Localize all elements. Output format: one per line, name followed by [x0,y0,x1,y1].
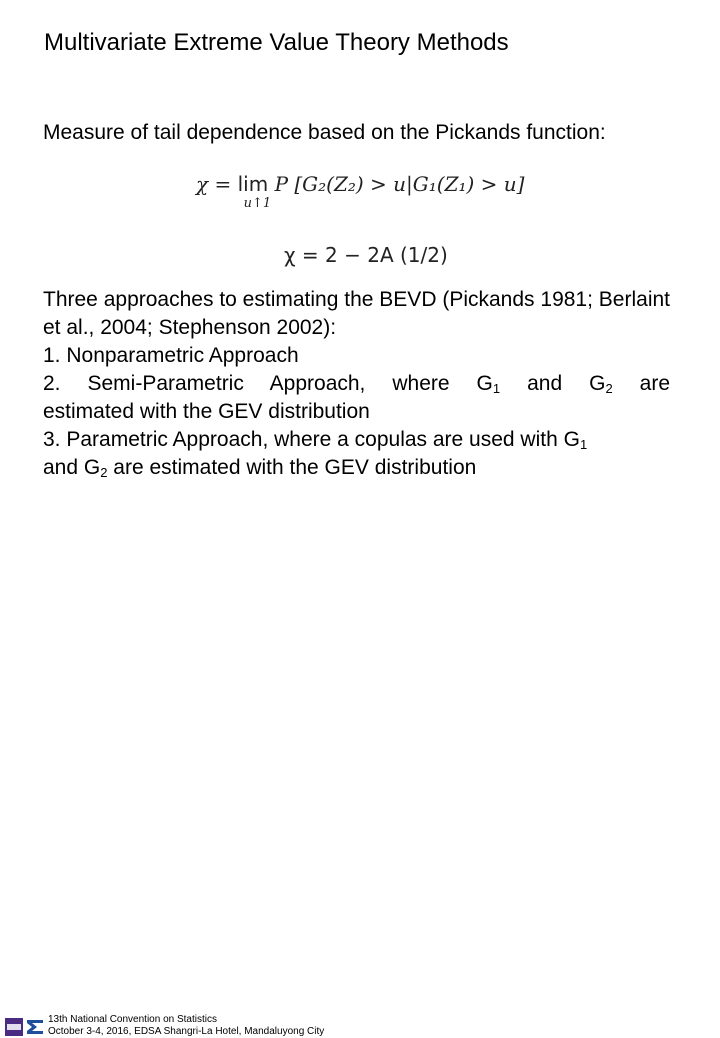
item3-text-a: 3. Parametric Approach, where a copulas are used with G [43,428,580,451]
equation-probability: P [G₂(Z₂) > u|G₁(Z₁) > u] [274,172,525,196]
item2-text-b: and G [500,372,606,395]
list-item-semiparametric-cont: estimated with the GEV distribution [43,400,370,423]
list-item-parametric [43,426,670,454]
footer [0,506,720,1037]
equation-lim [237,172,272,211]
equation-chi-pickands: χ = 2 − 2A (1/2) [284,243,448,267]
approaches-section [43,286,670,482]
item3-text-c: are estimated with the GEV distribution [107,456,477,479]
footer-line-2: October 3-4, 2016, EDSA Shangri-La Hotel, Mandaluyong City [48,1026,325,1037]
item3-subscript-1: 1 [579,437,588,452]
item2-subscript-2: 2 [605,381,613,396]
list-item-nonparametric: 1. Nonparametric Approach [43,344,299,367]
list-item-parametric-cont [43,454,670,482]
tail-dependence-intro: Measure of tail dependence based on the Pickands function: [43,121,606,144]
equation-chi-lhs: χ = [196,172,238,196]
footer-line-1: 13th National Convention on Statistics [48,1014,217,1025]
equation-lim-subscript: u↑1 [243,196,272,211]
item3-subscript-2: 2 [100,465,108,480]
equation-chi-limit [196,172,525,211]
slide-title: Multivariate Extreme Value Theory Methods [44,29,509,56]
item2-text-a: 2. Semi-Parametric Approach, where G [43,372,493,395]
approaches-intro: Three approaches to estimating the BEVD (Pickands 1981; Berlaint et al., 2004; Stephenson 2002): [43,288,670,339]
list-item-semiparametric [43,370,670,398]
footer-text [48,1014,324,1038]
sigma-logo-icon [5,1018,45,1036]
equation-lim-text: lim [237,172,269,196]
item2-text-c: are [612,372,670,395]
item2-subscript-1: 1 [492,381,501,396]
item3-text-b: and G [43,456,101,479]
